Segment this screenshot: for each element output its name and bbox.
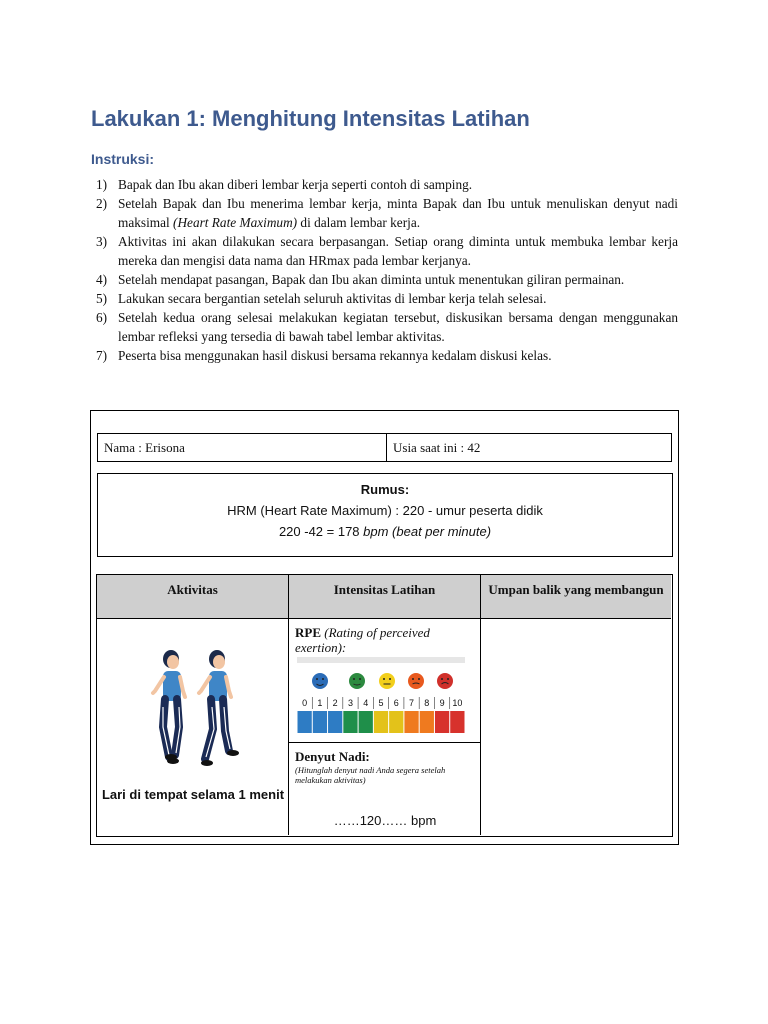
- rpe-cell: [289, 619, 481, 743]
- rpe-number: 6: [393, 698, 399, 708]
- header-feedback: Umpan balik yang membangun: [481, 575, 671, 619]
- rpe-number: 9: [439, 698, 445, 708]
- pulse-value: ……120…… bpm: [333, 813, 437, 828]
- rpe-face-icon: [312, 673, 328, 689]
- rpe-color-box: [374, 711, 388, 733]
- instructions-heading: Instruksi:: [91, 151, 155, 167]
- rpe-number: 3: [347, 698, 353, 708]
- rpe-number: 2: [332, 698, 338, 708]
- running-people-illustration: [149, 647, 243, 775]
- page-title: Lakukan 1: Menghitung Intensitas Latihan: [91, 106, 530, 131]
- header-activity: Aktivitas: [97, 575, 289, 619]
- instruction-item: 5) Lakukan secara bergantian setelah seluruh aktivitas di lembar kerja telah selesai.: [96, 291, 547, 306]
- rpe-title: RPE (Rating of perceived exertion):: [295, 625, 430, 655]
- feedback-cell[interactable]: [481, 619, 671, 835]
- instruction-item: 7) Peserta bisa menggunakan hasil diskusi bersama rekannya kedalam diskusi kelas.: [96, 348, 552, 363]
- rpe-color-box: [343, 711, 357, 733]
- formula-box: [97, 473, 673, 557]
- rpe-number: 4: [363, 698, 369, 708]
- rpe-scale-top-band: [297, 657, 465, 663]
- instructions-list: [96, 175, 678, 365]
- rpe-number: 10: [452, 698, 463, 708]
- pulse-cell: [289, 743, 481, 835]
- formula-line: HRM (Heart Rate Maximum) : 220 - umur peserta didik: [227, 503, 543, 518]
- activity-label: Lari di tempat selama 1 menit: [101, 787, 285, 802]
- activity-cell: [97, 619, 289, 835]
- activity-table: [96, 574, 673, 837]
- rpe-face-icon: [408, 673, 424, 689]
- rpe-color-box: [404, 711, 418, 733]
- rpe-number: 1: [317, 698, 323, 708]
- rpe-face-icon: [379, 673, 395, 689]
- header-intensity: Intensitas Latihan: [289, 575, 481, 619]
- rpe-color-box: [389, 711, 403, 733]
- pulse-note: (Hitunglah denyut nadi Anda segera setelah melakukan aktivitas): [295, 765, 446, 785]
- instruction-item: 1) Bapak dan Ibu akan diberi lembar kerja seperti contoh di samping.: [96, 177, 473, 192]
- rpe-scale: [297, 657, 465, 735]
- formula-result: 220 -42 = 178 bpm (beat per minute): [278, 524, 492, 539]
- rpe-color-box: [359, 711, 373, 733]
- rpe-color-box: [450, 711, 464, 733]
- instruction-item: 4) Setelah mendapat pasangan, Bapak dan Ibu akan diminta untuk menentukan giliran permainan.: [96, 272, 625, 287]
- identity-row: [97, 433, 672, 462]
- pulse-title: Denyut Nadi:: [295, 749, 370, 764]
- rpe-face-icon: [437, 673, 453, 689]
- rpe-color-box: [313, 711, 327, 733]
- rpe-number: 0: [302, 698, 308, 708]
- instruction-item: 6) Setelah kedua orang selesai melakukan kegiatan tersebut, diskusikan bersama dengan menggunakan lembar refleksi yang tersedia di bawah tabel lembar aktivitas.: [96, 310, 678, 344]
- age-field: Usia saat ini : 42: [393, 440, 481, 455]
- formula-title: Rumus:: [360, 482, 410, 497]
- name-field: Nama : Erisona: [98, 434, 387, 461]
- rpe-number: 7: [409, 698, 415, 708]
- rpe-color-box: [420, 711, 434, 733]
- rpe-face-icon: [349, 673, 365, 689]
- instruction-item: 2) Setelah Bapak dan Ibu menerima lembar kerja, minta Bapak dan Ibu untuk menuliskan denyut nadi maksimal (Heart Rate Maximum) di dalam lembar kerja.: [96, 196, 678, 230]
- rpe-number: 8: [424, 698, 430, 708]
- instruction-item: 3) Aktivitas ini akan dilakukan secara berpasangan. Setiap orang diminta untuk membuka lembar kerja mereka dan mengisi data nama dan HRmax pada lembar kerjanya.: [96, 234, 678, 268]
- rpe-color-box: [328, 711, 342, 733]
- rpe-color-box: [298, 711, 312, 733]
- rpe-number: 5: [378, 698, 384, 708]
- rpe-color-box: [435, 711, 449, 733]
